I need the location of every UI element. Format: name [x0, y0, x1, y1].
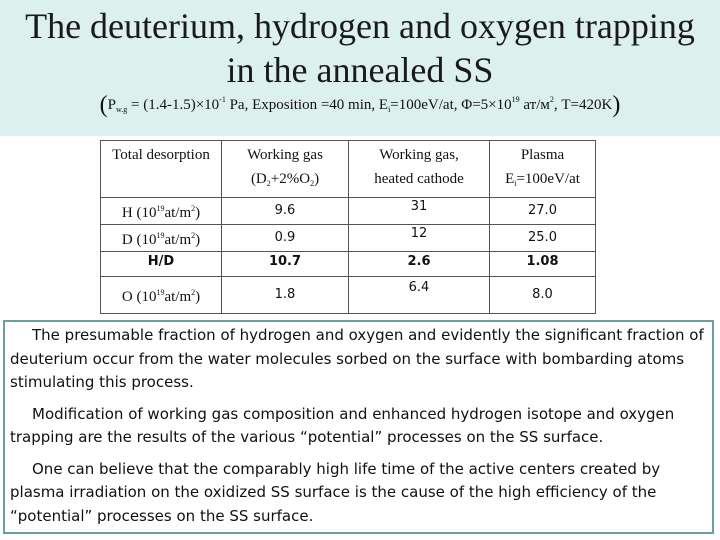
header-label: Total desorption — [112, 147, 210, 163]
table-cell: 9.6 — [222, 198, 349, 225]
experiment-conditions — [0, 92, 720, 119]
paragraph: The presumable fraction of hydrogen and oxygen and evidently the significant fraction of deuterium occur from the water molecules sorbed on the surface with bombarding atoms stimulating this process. — [10, 326, 704, 391]
flux-exponent: 19 — [511, 95, 520, 104]
header-part: +2%O — [270, 171, 311, 187]
header-plasma — [490, 141, 596, 198]
header-part: (D — [250, 171, 267, 187]
table-header-row — [101, 141, 596, 198]
desorption-table — [100, 140, 596, 314]
label-unit-exponent: 2 — [191, 204, 196, 213]
label-part: H (10 — [121, 205, 157, 221]
header-working-gas — [222, 141, 349, 198]
table-cell: 1.08 — [490, 252, 596, 277]
table-cell: 27.0 — [490, 198, 596, 225]
header-label: Working gas — [247, 147, 323, 163]
header-part: =100eV/at — [516, 171, 580, 187]
table-cell: 2.6 — [349, 252, 490, 277]
pressure-exponent: -1 — [219, 95, 226, 104]
header-part: ) — [314, 171, 320, 187]
header-subscript: 2 — [266, 179, 271, 188]
label-exponent: 19 — [156, 231, 165, 240]
label-exponent: 19 — [156, 288, 165, 297]
title-band — [0, 0, 720, 136]
table-cell: 12 — [349, 225, 490, 252]
row-label-h-d: H/D — [101, 252, 222, 277]
table-row — [101, 198, 596, 225]
table-row — [101, 225, 596, 252]
label-close: ) — [195, 232, 201, 248]
header-heated-cathode — [349, 141, 490, 198]
slide-title — [0, 4, 720, 92]
header-label: Working gas, — [379, 147, 459, 163]
row-label-h — [101, 198, 222, 225]
energy-subscript: i — [388, 105, 391, 114]
table-cell: 6.4 — [349, 277, 490, 314]
open-paren: ( — [99, 92, 108, 118]
title-line-1: The deuterium, hydrogen and oxygen trapping — [25, 6, 695, 46]
exposition-text: Pa, Exposition =40 min, E — [225, 97, 389, 113]
pressure-subscript: w.g — [116, 105, 128, 114]
table-cell: 31 — [349, 198, 490, 225]
pressure-value: = (1.4-1.5)×10 — [127, 97, 220, 113]
table-cell: 25.0 — [490, 225, 596, 252]
table-row-ratio — [101, 252, 596, 277]
row-label-d — [101, 225, 222, 252]
header-subscript: 2 — [310, 179, 315, 188]
label-unit-exponent: 2 — [191, 288, 196, 297]
row-label-o — [101, 277, 222, 314]
label-unit: at/m — [164, 205, 192, 221]
table-cell: 1.8 — [222, 277, 349, 314]
label-unit-exponent: 2 — [191, 231, 196, 240]
header-subscript: i — [514, 179, 517, 188]
table-row — [101, 277, 596, 314]
paragraph: One can believe that the comparably high life time of the active centers created by plasma irradiation on the oxidized SS surface is the cause of the high efficiency of the “potential” processes on the SS surface. — [10, 459, 661, 525]
flux-unit: ат/м — [519, 97, 550, 113]
header-label: Plasma — [520, 147, 565, 163]
label-unit: at/m — [164, 289, 192, 305]
paragraph: Modification of working gas composition and enhanced hydrogen isotope and oxygen trapping are the results of the various “potential” processes on the SS surface. — [10, 404, 675, 446]
label-close: ) — [195, 289, 201, 305]
table-cell: 10.7 — [222, 252, 349, 277]
energy-value: =100eV/at, Φ=5×10 — [390, 97, 512, 113]
label-exponent: 19 — [156, 204, 165, 213]
label-close: ) — [195, 205, 201, 221]
header-label: heated cathode — [374, 171, 464, 187]
flux-unit-exponent: 2 — [549, 95, 554, 104]
label-part: O (10 — [121, 289, 157, 305]
header-total-desorption — [101, 141, 222, 198]
table-cell: 0.9 — [222, 225, 349, 252]
title-line-2: in the annealed SS — [226, 50, 494, 90]
temperature-value: , T=420K — [553, 97, 613, 113]
header-part: E — [505, 171, 515, 187]
label-part: D (10 — [121, 232, 157, 248]
close-paren: ) — [612, 92, 621, 118]
pressure-symbol: P — [107, 97, 116, 113]
conclusions-text-box — [3, 320, 714, 534]
label-unit: at/m — [164, 232, 192, 248]
table-cell: 8.0 — [490, 277, 596, 314]
